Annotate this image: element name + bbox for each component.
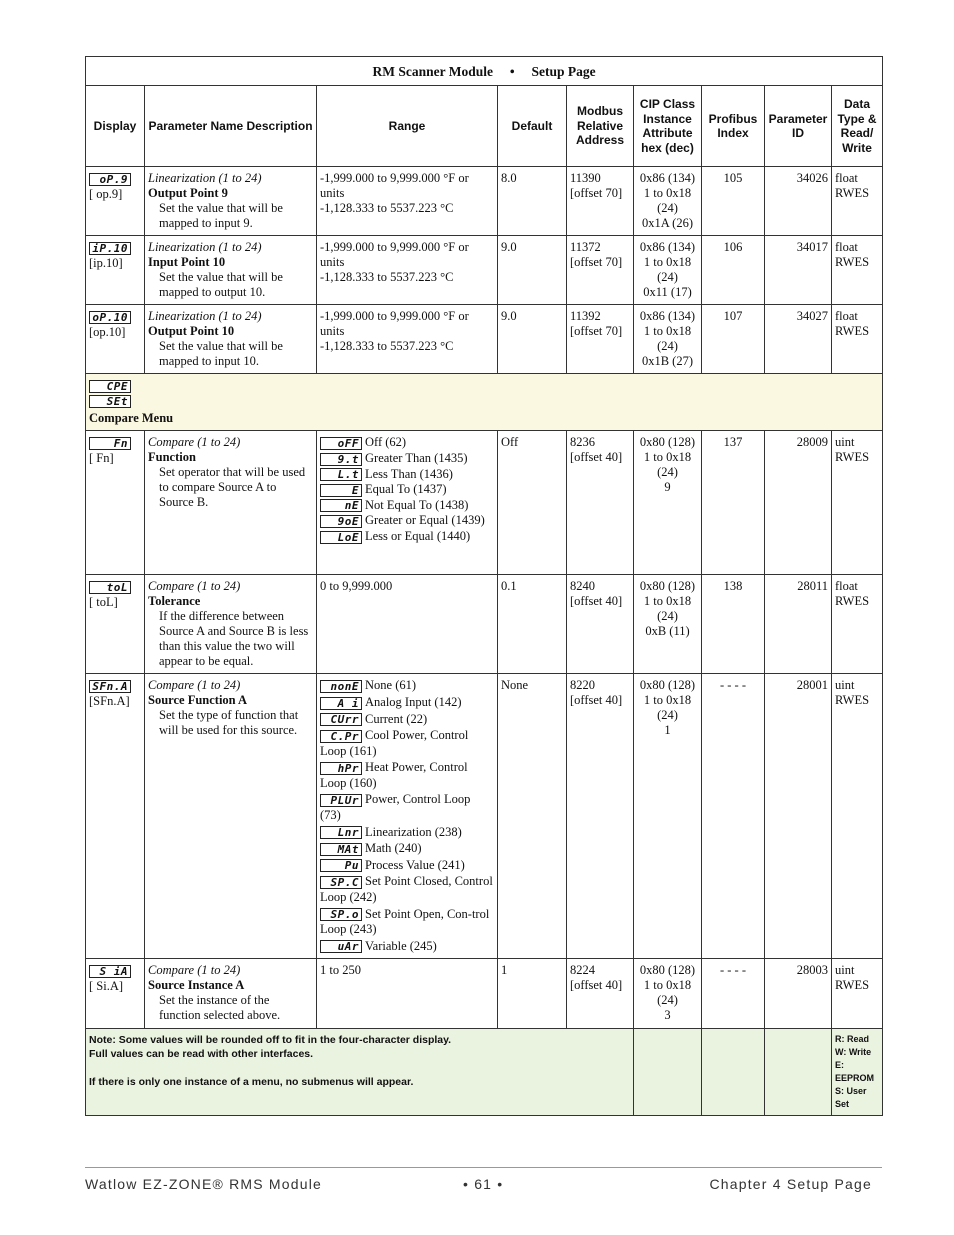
modbus-address: 8236 bbox=[570, 435, 595, 450]
display-label: [ op.9] bbox=[89, 186, 123, 201]
cip-line: 0x1A (26) bbox=[641, 216, 694, 230]
legend-write: W: Write bbox=[835, 1047, 872, 1058]
header-cip: CIP Class Instance Attribute hex (dec) bbox=[634, 86, 702, 167]
modbus-offset: [offset 70] bbox=[570, 324, 623, 338]
default-value: 9.0 bbox=[498, 236, 567, 305]
range-option bbox=[320, 513, 494, 529]
option-text: Less Than (1436) bbox=[365, 466, 453, 481]
range-value: 0 to 9,999.000 bbox=[317, 575, 498, 674]
page-number: • 61 • bbox=[463, 1176, 504, 1192]
range-option bbox=[320, 678, 494, 694]
option-code: A i bbox=[320, 697, 362, 710]
display-code: Fn bbox=[89, 437, 131, 450]
description: Set the value that will be mapped to input 10. bbox=[159, 339, 283, 368]
range-option bbox=[320, 939, 494, 955]
default-value: Off bbox=[498, 431, 567, 575]
cip-line: (24) bbox=[657, 465, 678, 480]
cip-line: 9 bbox=[664, 480, 671, 495]
display-code: toL bbox=[89, 581, 131, 594]
note-row bbox=[86, 1029, 883, 1116]
option-code: C.Pr bbox=[320, 730, 362, 743]
empty-cell bbox=[634, 1029, 702, 1116]
modbus-offset: [offset 70] bbox=[570, 186, 623, 200]
parameter-id: 28011 bbox=[765, 575, 832, 674]
parameter-name: Source Instance A bbox=[148, 978, 245, 993]
option-text: Equal To (1437) bbox=[365, 482, 447, 497]
profibus-index: - - - - bbox=[702, 674, 765, 959]
default-value: 9.0 bbox=[498, 305, 567, 374]
cip-line: 0x1B (27) bbox=[641, 354, 694, 368]
modbus-address: 8224 bbox=[570, 963, 595, 978]
data-type: float bbox=[835, 309, 858, 323]
cip-line: (24) bbox=[657, 609, 678, 624]
legend-eeprom: E: EEPROM bbox=[835, 1060, 875, 1084]
display-code: oP.10 bbox=[89, 311, 131, 324]
parameter-id: 28003 bbox=[765, 959, 832, 1029]
default-value: 8.0 bbox=[498, 167, 567, 236]
menu-row bbox=[86, 374, 883, 431]
display-code: oP.9 bbox=[89, 173, 131, 186]
table-row bbox=[86, 236, 883, 305]
display-label: [ toL] bbox=[89, 594, 118, 609]
header-parameter-id: Parameter ID bbox=[765, 86, 832, 167]
parameter-table bbox=[85, 56, 883, 1116]
cip-line: 0x86 (134) bbox=[639, 309, 696, 323]
option-text: Current (22) bbox=[365, 711, 428, 726]
description: Set the value that will be mapped to input 9. bbox=[159, 201, 283, 230]
cip-line: 1 to 0x18 bbox=[643, 255, 692, 269]
description: Set the type of function that will be used for this source. bbox=[159, 708, 299, 738]
legend-user: S: User bbox=[835, 1086, 867, 1097]
menu-code-cpe: CPE bbox=[89, 380, 131, 393]
description: Set operator that will be used to compare Source A to Source B. bbox=[159, 465, 306, 510]
range-option bbox=[320, 482, 494, 498]
table-row bbox=[86, 959, 883, 1029]
parameter-name: Function bbox=[148, 450, 196, 465]
cip-line: 1 to 0x18 bbox=[643, 324, 692, 338]
read-write: RWES bbox=[835, 255, 870, 269]
table-row bbox=[86, 575, 883, 674]
header-display: Display bbox=[86, 86, 145, 167]
legend-cell bbox=[832, 1029, 883, 1116]
header-parameter-name: Parameter Name Description bbox=[145, 86, 317, 167]
table-row bbox=[86, 305, 883, 374]
parameter-id: 28001 bbox=[765, 674, 832, 959]
range-line: -1,999.000 to 9,999.000 °F or units bbox=[320, 171, 469, 200]
option-code: nonE bbox=[320, 680, 362, 693]
parameter-name: Output Point 10 bbox=[148, 324, 235, 338]
read-write: RWES bbox=[835, 594, 870, 609]
header-modbus: Modbus Relative Address bbox=[567, 86, 634, 167]
profibus-index: - - - - bbox=[702, 959, 765, 1029]
cip-line: 1 to 0x18 bbox=[643, 693, 692, 708]
data-type: float bbox=[835, 579, 858, 594]
description: Set the instance of the function selected above. bbox=[159, 993, 281, 1023]
data-type: uint bbox=[835, 678, 855, 693]
empty-cell bbox=[765, 1029, 832, 1116]
category: Compare (1 to 24) bbox=[148, 678, 241, 693]
cip-line: (24) bbox=[657, 339, 678, 353]
option-text: Off (62) bbox=[365, 435, 407, 450]
legend-read: R: Read bbox=[835, 1034, 870, 1045]
cip-line: 1 to 0x18 bbox=[643, 594, 692, 609]
display-label: [SFn.A] bbox=[89, 693, 130, 708]
data-type: float bbox=[835, 240, 858, 254]
note-line: Full values can be read with other interfaces. bbox=[89, 1048, 314, 1061]
read-write: RWES bbox=[835, 978, 870, 993]
note-cell bbox=[86, 1029, 634, 1116]
cip-line: 0x80 (128) bbox=[639, 963, 696, 978]
option-code: hPr bbox=[320, 762, 362, 775]
option-code: oFF bbox=[320, 437, 362, 450]
range-option bbox=[320, 907, 494, 938]
category: Compare (1 to 24) bbox=[148, 579, 241, 594]
range-option bbox=[320, 712, 494, 728]
cip-line: 1 to 0x18 bbox=[643, 978, 692, 993]
cip-line: (24) bbox=[657, 993, 678, 1008]
profibus-index: 106 bbox=[702, 236, 765, 305]
menu-code-set: SEt bbox=[89, 395, 131, 408]
cip-line: 0x11 (17) bbox=[643, 285, 692, 299]
option-text: Analog Input (142) bbox=[365, 694, 462, 709]
modbus-offset: [offset 40] bbox=[570, 978, 623, 993]
modbus-address: 11392 bbox=[570, 309, 601, 323]
option-text: Set Point Closed, Control Loop (242) bbox=[320, 874, 493, 904]
option-text: Heat Power, Control Loop (160) bbox=[320, 760, 468, 790]
range-line: -1,999.000 to 9,999.000 °F or units bbox=[320, 309, 469, 338]
setup-page-table-wrapper bbox=[85, 56, 882, 1116]
range-option bbox=[320, 467, 494, 483]
range-list bbox=[317, 431, 498, 575]
option-text: Greater or Equal (1439) bbox=[365, 513, 485, 528]
option-text: Process Value (241) bbox=[365, 857, 465, 872]
option-code: uAr bbox=[320, 940, 362, 953]
header-default: Default bbox=[498, 86, 567, 167]
cip-line: 1 bbox=[664, 723, 671, 738]
modbus-address: 8240 bbox=[570, 579, 595, 594]
parameter-name: Output Point 9 bbox=[148, 186, 228, 200]
modbus-address: 8220 bbox=[570, 678, 595, 693]
profibus-index: 105 bbox=[702, 167, 765, 236]
option-text: Power, Control Loop (73) bbox=[320, 792, 471, 822]
cip-line: 0x80 (128) bbox=[639, 678, 696, 693]
description: Set the value that will be mapped to output 10. bbox=[159, 270, 283, 299]
range-list bbox=[317, 674, 498, 959]
display-code: iP.10 bbox=[89, 242, 131, 255]
empty-cell bbox=[702, 1029, 765, 1116]
parameter-id: 28009 bbox=[765, 431, 832, 575]
display-code: S iA bbox=[89, 965, 131, 978]
note-line: If there is only one instance of a menu, no submenus will appear. bbox=[89, 1076, 414, 1089]
option-text: Variable (245) bbox=[365, 938, 437, 953]
range-option bbox=[320, 451, 494, 467]
cip-line: 1 to 0x18 bbox=[643, 450, 692, 465]
parameter-name: Source Function A bbox=[148, 693, 248, 708]
cip-line: (24) bbox=[657, 201, 678, 215]
range-option bbox=[320, 792, 494, 823]
data-type: uint bbox=[835, 435, 855, 450]
display-label: [ip.10] bbox=[89, 255, 123, 270]
range-option bbox=[320, 498, 494, 514]
data-type: float bbox=[835, 171, 858, 185]
cip-line: 0xB (11) bbox=[645, 624, 690, 639]
parameter-id: 34026 bbox=[765, 167, 832, 236]
range-value: 1 to 250 bbox=[317, 959, 498, 1029]
profibus-index: 107 bbox=[702, 305, 765, 374]
data-type: uint bbox=[835, 963, 855, 978]
option-text: Less or Equal (1440) bbox=[365, 529, 471, 543]
footer-product: Watlow EZ-ZONE® RMS Module bbox=[85, 1176, 323, 1192]
option-text: None (61) bbox=[365, 678, 417, 693]
option-text: Cool Power, Control Loop (161) bbox=[320, 728, 469, 758]
header-profibus: Profibus Index bbox=[702, 86, 765, 167]
category: Compare (1 to 24) bbox=[148, 435, 241, 450]
option-code: LoE bbox=[320, 531, 362, 544]
option-code: MAt bbox=[320, 843, 362, 856]
modbus-address: 11390 bbox=[570, 171, 601, 185]
cip-line: (24) bbox=[657, 708, 678, 723]
cip-line: 0x86 (134) bbox=[639, 171, 696, 185]
footer-chapter: Chapter 4 Setup Page bbox=[709, 1176, 872, 1192]
header-row bbox=[86, 86, 883, 167]
category: Linearization (1 to 24) bbox=[148, 240, 262, 254]
option-code: E bbox=[320, 484, 362, 497]
footer-divider bbox=[85, 1167, 882, 1168]
option-text: Linearization (238) bbox=[365, 824, 462, 839]
parameter-id: 34027 bbox=[765, 305, 832, 374]
option-code: SP.o bbox=[320, 908, 362, 921]
cip-line: 0x80 (128) bbox=[639, 579, 696, 594]
range-line: -1,128.333 to 5537.223 °C bbox=[320, 339, 454, 353]
default-value: 0.1 bbox=[498, 575, 567, 674]
table-row bbox=[86, 674, 883, 959]
note-line: Note: Some values will be rounded off to fit in the four-character display. bbox=[89, 1034, 452, 1047]
option-code: Lnr bbox=[320, 826, 362, 839]
range-option bbox=[320, 858, 494, 874]
option-text: Greater Than (1435) bbox=[365, 450, 468, 465]
range-line: -1,999.000 to 9,999.000 °F or units bbox=[320, 240, 469, 269]
cip-line: 0x86 (134) bbox=[639, 240, 696, 254]
modbus-offset: [offset 40] bbox=[570, 450, 623, 465]
display-label: [ Fn] bbox=[89, 450, 114, 465]
display-label: [ Si.A] bbox=[89, 978, 124, 993]
option-code: SP.C bbox=[320, 876, 362, 889]
option-code: CUrr bbox=[320, 713, 362, 726]
range-line: -1,128.333 to 5537.223 °C bbox=[320, 201, 454, 215]
menu-title: Compare Menu bbox=[89, 411, 174, 426]
default-value: 1 bbox=[498, 959, 567, 1029]
category: Linearization (1 to 24) bbox=[148, 171, 262, 185]
range-option bbox=[320, 728, 494, 759]
table-row bbox=[86, 431, 883, 575]
option-text: Set Point Open, Con-trol Loop (243) bbox=[320, 906, 490, 937]
option-code: Pu bbox=[320, 859, 362, 872]
parameter-id: 34017 bbox=[765, 236, 832, 305]
modbus-offset: [offset 40] bbox=[570, 594, 623, 609]
read-write: RWES bbox=[835, 450, 870, 465]
category: Linearization (1 to 24) bbox=[148, 309, 262, 323]
header-range: Range bbox=[317, 86, 498, 167]
option-code: nE bbox=[320, 499, 362, 512]
table-row bbox=[86, 167, 883, 236]
legend-set: Set bbox=[835, 1099, 850, 1110]
default-value: None bbox=[498, 674, 567, 959]
read-write: RWES bbox=[835, 324, 870, 338]
header-data-type: Data Type & Read/ Write bbox=[832, 86, 883, 167]
display-label: [op.10] bbox=[89, 324, 126, 339]
option-code: L.t bbox=[320, 468, 362, 481]
parameter-name: Tolerance bbox=[148, 594, 201, 609]
cip-line: 1 to 0x18 bbox=[643, 186, 692, 200]
table-title: RM Scanner Module • Setup Page bbox=[86, 57, 883, 86]
description: If the difference between Source A and Source B is less than this value the two will appear to be equal. bbox=[159, 609, 309, 669]
option-code: PLUr bbox=[320, 794, 362, 807]
range-option bbox=[320, 760, 494, 791]
option-text: Math (240) bbox=[365, 841, 422, 856]
parameter-name: Input Point 10 bbox=[148, 255, 226, 269]
range-option bbox=[320, 435, 494, 451]
modbus-offset: [offset 40] bbox=[570, 693, 623, 708]
range-option bbox=[320, 695, 494, 711]
read-write: RWES bbox=[835, 693, 870, 708]
range-option bbox=[320, 825, 494, 841]
modbus-address: 11372 bbox=[570, 240, 601, 254]
range-line: -1,128.333 to 5537.223 °C bbox=[320, 270, 454, 284]
read-write: RWES bbox=[835, 186, 870, 200]
profibus-index: 137 bbox=[702, 431, 765, 575]
cip-line: 0x80 (128) bbox=[639, 435, 696, 450]
cip-line: 3 bbox=[664, 1008, 671, 1023]
profibus-index: 138 bbox=[702, 575, 765, 674]
option-text: Not Equal To (1438) bbox=[365, 497, 469, 512]
range-option bbox=[320, 874, 494, 905]
cip-line: (24) bbox=[657, 270, 678, 284]
option-code: 9oE bbox=[320, 515, 362, 528]
range-option bbox=[320, 841, 494, 857]
modbus-offset: [offset 70] bbox=[570, 255, 623, 269]
display-code: SFn.A bbox=[89, 680, 131, 693]
range-option bbox=[320, 529, 494, 545]
option-code: 9.t bbox=[320, 453, 362, 466]
category: Compare (1 to 24) bbox=[148, 963, 241, 978]
